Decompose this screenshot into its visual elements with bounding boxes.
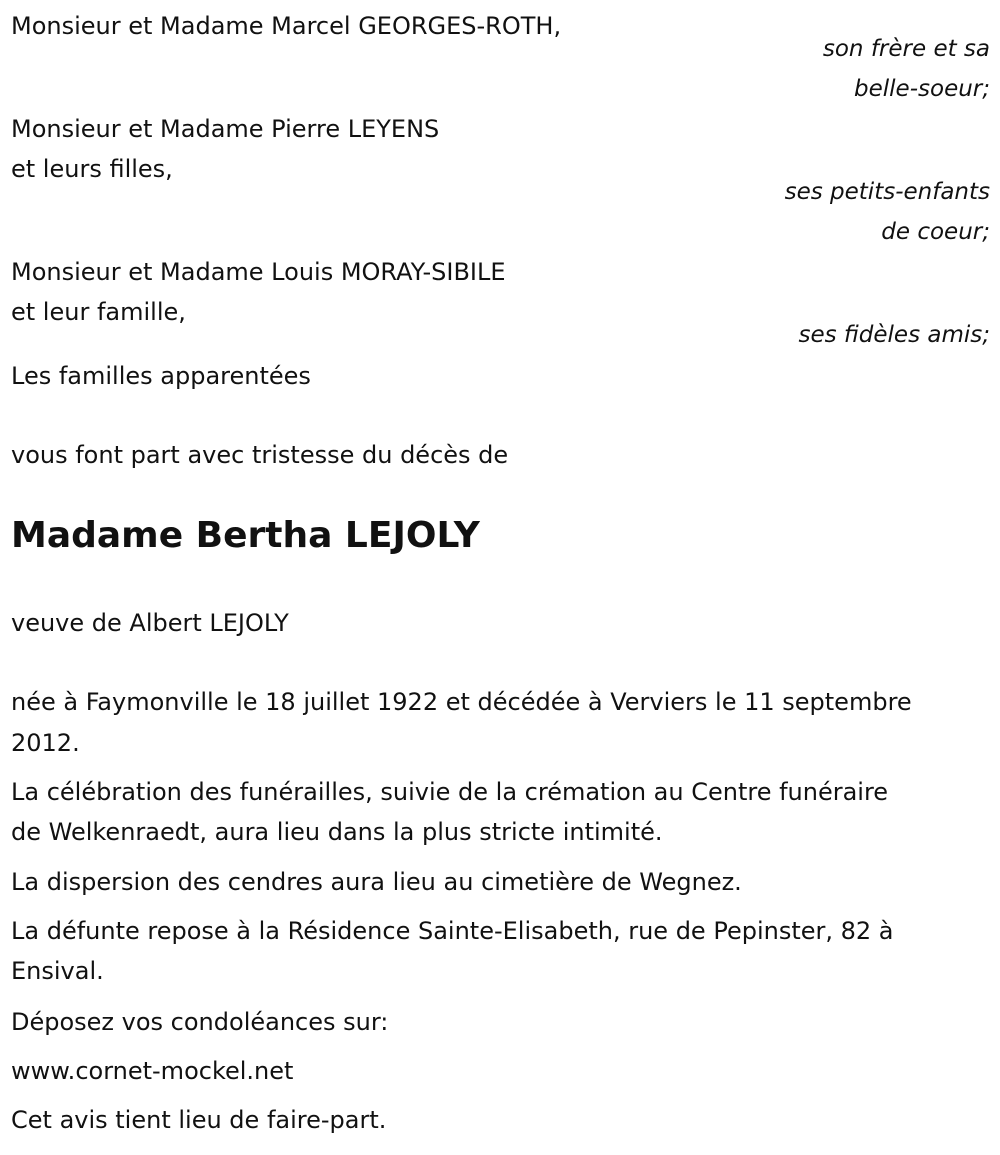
announcer-leyens: Monsieur et Madame Pierre LEYENS bbox=[11, 115, 440, 143]
notice-text: Cet avis tient lieu de faire-part. bbox=[11, 1106, 387, 1134]
condolences-label: Déposez vos condoléances sur: bbox=[11, 1008, 389, 1036]
related-families: Les familles apparentées bbox=[11, 362, 311, 390]
announcer-moray-family: et leur famille, bbox=[11, 298, 186, 326]
widow-of: veuve de Albert LEJOLY bbox=[11, 609, 289, 637]
relation-leyens-line-2: de coeur; bbox=[881, 219, 990, 245]
repose-line-2: Ensival. bbox=[11, 957, 104, 985]
ashes-dispersion: La dispersion des cendres aura lieu au cimetière de Wegnez. bbox=[11, 868, 742, 896]
relation-leyens-line-1: ses petits-enfants bbox=[784, 179, 990, 205]
announcer-moray-sibile: Monsieur et Madame Louis MORAY-SIBILE bbox=[11, 258, 506, 286]
website-link[interactable]: www.cornet-mockel.net bbox=[11, 1057, 294, 1085]
announcer-leyens-children: et leurs filles, bbox=[11, 155, 173, 183]
relation-georges-roth-line-1: son frère et sa bbox=[822, 36, 990, 62]
relation-moray: ses fidèles amis; bbox=[798, 322, 990, 348]
birth-death-line-2: 2012. bbox=[11, 729, 80, 757]
celebration-line-2: de Welkenraedt, aura lieu dans la plus stricte intimité. bbox=[11, 818, 663, 846]
birth-death-line-1: née à Faymonville le 18 juillet 1922 et décédée à Verviers le 11 septembre bbox=[11, 688, 912, 716]
deceased-name: Madame Bertha LEJOLY bbox=[11, 515, 480, 556]
repose-line-1: La défunte repose à la Résidence Sainte-Elisabeth, rue de Pepinster, 82 à bbox=[11, 917, 894, 945]
announcement-intro: vous font part avec tristesse du décès de bbox=[11, 441, 509, 469]
celebration-line-1: La célébration des funérailles, suivie de la crémation au Centre funéraire bbox=[11, 778, 889, 806]
relation-georges-roth-line-2: belle-soeur; bbox=[854, 76, 990, 102]
announcer-georges-roth: Monsieur et Madame Marcel GEORGES-ROTH, bbox=[11, 12, 562, 40]
